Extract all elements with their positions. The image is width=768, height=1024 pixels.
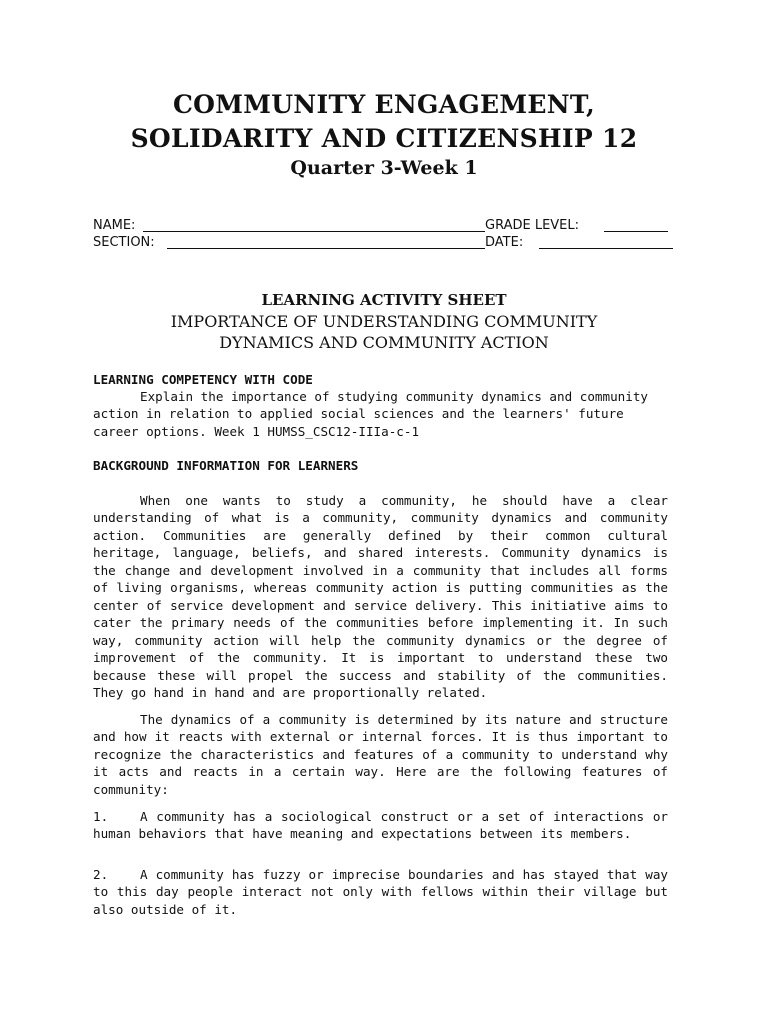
background-heading: BACKGROUND INFORMATION FOR LEARNERS xyxy=(93,458,359,473)
document-subtitle: Quarter 3-Week 1 xyxy=(290,157,478,179)
feature-item-text: A community has fuzzy or imprecise boundaries and has stayed that way to this day people interact not only with fellows within their village but also outside of it. xyxy=(93,867,668,917)
section-blank[interactable] xyxy=(167,248,485,249)
background-paragraph-1: When one wants to study a community, he should have a clear understanding of what is a community, community dynamics and community action. Communities are generally defined by their common cultural heritage, language, beliefs, and shared interests. Community dynamics is the change and development involved in a community that includes all forms of living organisms, whereas community action is putting communities as the center of service development and service delivery. This initiative aims to cater the primary needs of the communities before implementing it. In such way, community action will help the community dynamics or the degree of improvement of the community. It is important to understand these two because these will propel the success and stability of the communities. They go hand in hand and are proportionally related. xyxy=(93,493,668,700)
document-title-line-2: SOLIDARITY AND CITIZENSHIP 12 xyxy=(130,124,638,153)
feature-item-1 xyxy=(93,808,668,843)
section-date-row xyxy=(93,235,673,251)
name-label: NAME: xyxy=(93,218,136,233)
feature-item-number: 2. xyxy=(93,867,109,882)
section-label: SECTION: xyxy=(93,235,155,250)
name-blank[interactable] xyxy=(143,231,485,232)
name-grade-row xyxy=(93,218,673,234)
feature-item-number: 1. xyxy=(93,809,109,824)
activity-topic-line-2: DYNAMICS AND COMMUNITY ACTION xyxy=(219,333,549,352)
background-paragraph-2: The dynamics of a community is determined by its nature and structure and how it reacts with external or internal forces. It is thus important to recognize the characteristics and features of a community to understand why it acts and reacts in a certain way. Here are the following features of community: xyxy=(93,712,668,797)
activity-topic-line-1: IMPORTANCE OF UNDERSTANDING COMMUNITY xyxy=(170,312,598,331)
document-title-line-1: COMMUNITY ENGAGEMENT, xyxy=(172,90,596,119)
competency-text: Explain the importance of studying community dynamics and community action in relation to applied social sciences and the learners' future career options. Week 1 HUMSS_CSC12-IIIa-c-1 xyxy=(93,389,648,439)
competency-heading: LEARNING COMPETENCY WITH CODE xyxy=(93,372,313,387)
feature-item-text: A community has a sociological construct or a set of interactions or human behaviors that have meaning and expectations between its members. xyxy=(93,809,668,842)
grade-level-blank[interactable] xyxy=(604,231,668,232)
grade-level-label: GRADE LEVEL: xyxy=(485,218,580,233)
date-blank[interactable] xyxy=(539,248,673,249)
activity-sheet-title: LEARNING ACTIVITY SHEET xyxy=(261,291,507,309)
feature-item-2 xyxy=(93,866,668,918)
date-label: DATE: xyxy=(485,235,524,250)
